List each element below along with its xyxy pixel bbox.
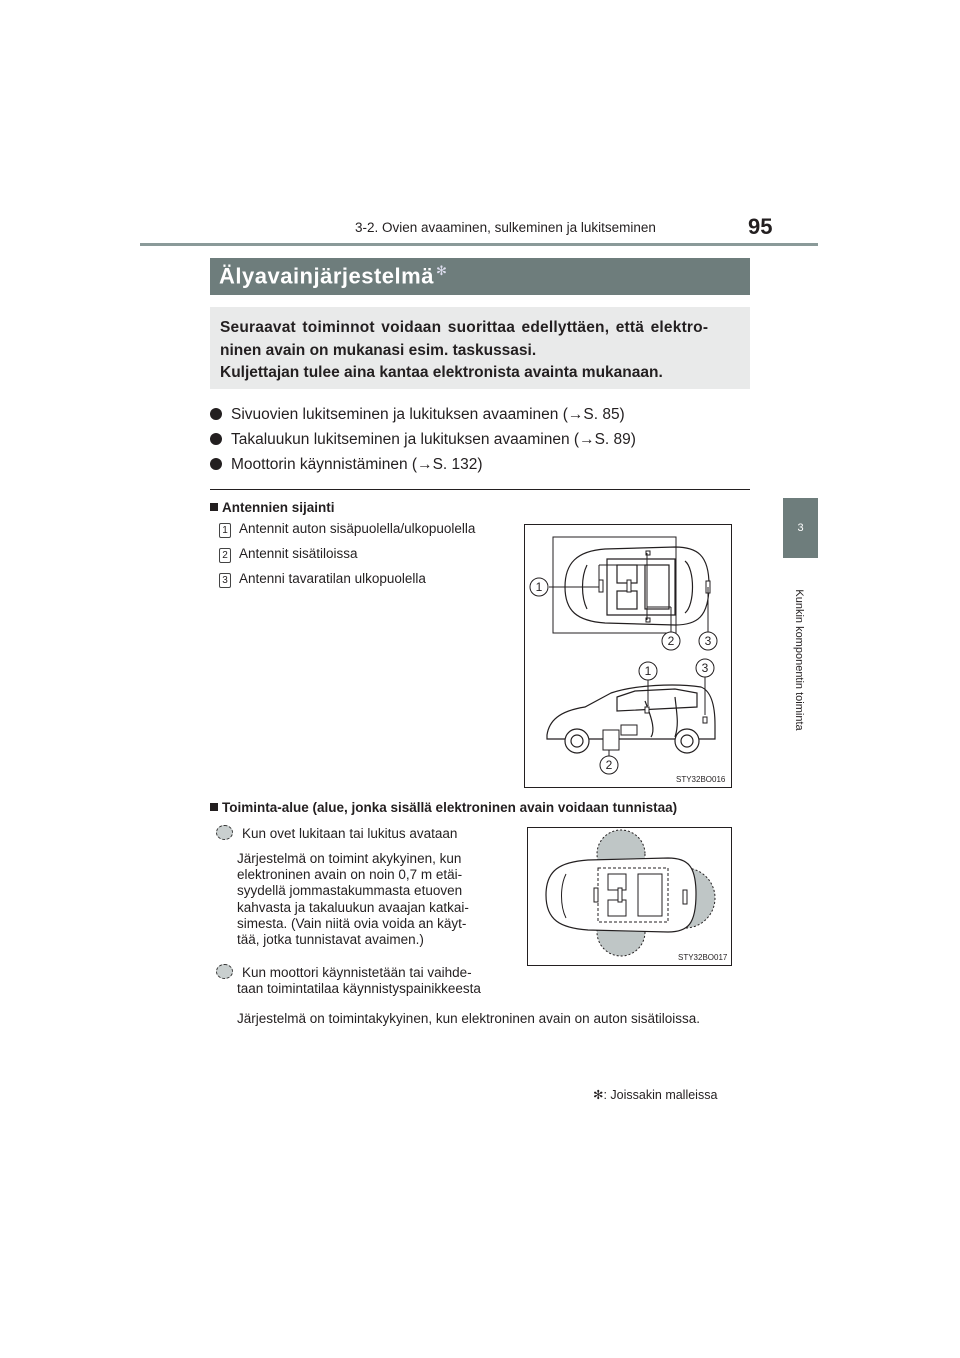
callout-2b: 2 xyxy=(605,758,613,772)
number-badge: 1 xyxy=(219,523,231,538)
intro-line-3: Kuljettajan tulee aina kantaa elektronista avainta mukanaan. xyxy=(220,364,663,381)
desc-line: tää, jotka tunnistavat avaimen.) xyxy=(237,932,424,948)
footnote-text: : Joissakin malleissa xyxy=(603,1088,718,1102)
zone-icon xyxy=(216,825,233,840)
list-item-text: Sivuovien lukitseminen ja lukituksen avaaminen (→S. 85) xyxy=(231,406,625,423)
footnote-star: ✻ xyxy=(593,1088,604,1102)
antenna-heading xyxy=(210,500,335,515)
intro-line-1: Seuraavat toiminnot voidaan suorittaa edellyttäen, että elektro- xyxy=(220,319,709,336)
page-title xyxy=(219,263,447,289)
square-bullet-icon xyxy=(210,803,218,811)
number-badge: 3 xyxy=(219,573,231,588)
desc-line: simesta. (Vain niitä ovia voida an käyt- xyxy=(237,915,467,931)
car-side-view xyxy=(547,685,715,753)
chapter-number: 3 xyxy=(797,522,804,534)
bullet-icon xyxy=(210,408,222,420)
antenna-item-text: Antenni tavaratilan ulkopuolella xyxy=(239,571,426,586)
page-title-bar xyxy=(210,258,750,295)
desc-line: syydellä jommastakummasta etuoven xyxy=(237,883,463,899)
chapter-tab xyxy=(783,498,818,558)
header-divider xyxy=(140,243,818,246)
zone-description xyxy=(237,851,505,948)
section-title: 3-2. Ovien avaaminen, sulkeminen ja lukitseminen xyxy=(355,220,656,235)
square-bullet-icon xyxy=(210,503,218,511)
page-number: 95 xyxy=(748,214,773,239)
antenna-item xyxy=(219,521,475,538)
intro-line-2: ninen avain on mukanasi esim. taskussasi. xyxy=(220,342,537,359)
desc-line: elektroninen avain on noin 0,7 m etäi- xyxy=(237,867,463,883)
zone-item xyxy=(216,964,481,997)
desc-line: Järjestelmä on toimint akykyinen, kun xyxy=(237,851,462,866)
number-badge: 2 xyxy=(219,548,231,563)
zone-note: Järjestelmä on toimintakykyinen, kun elektroninen avain on auton sisätiloissa. xyxy=(237,1011,701,1026)
callout-1b: 1 xyxy=(644,664,652,678)
callout-2: 2 xyxy=(667,634,675,648)
list-item-text: Moottorin käynnistäminen (→S. 132) xyxy=(231,456,483,473)
antenna-item-text: Antennit auton sisäpuolella/ulkopuolella xyxy=(239,521,476,536)
car-top-view xyxy=(565,547,709,625)
footnote xyxy=(593,1087,717,1102)
range-heading-text: Toiminta-alue (alue, jonka sisällä elektroninen avain voidaan tunnistaa) xyxy=(222,800,678,815)
bullet-icon xyxy=(210,458,222,470)
chapter-title: Kunkin komponentin toiminta xyxy=(793,589,805,731)
section-divider xyxy=(210,489,750,490)
list-item xyxy=(210,431,636,449)
zone-icon xyxy=(216,964,233,979)
callout-1: 1 xyxy=(535,580,543,594)
figure-code: STY32BO016 xyxy=(676,775,726,784)
antenna-heading-text: Antennien sijainti xyxy=(222,500,335,515)
zone-label: Kun moottori käynnistetään tai vaihde- xyxy=(242,965,472,980)
bullet-icon xyxy=(210,433,222,445)
range-figure xyxy=(527,827,732,966)
antenna-location-figure xyxy=(524,524,732,788)
list-item xyxy=(210,456,483,474)
antenna-item-text: Antennit sisätiloissa xyxy=(239,546,358,561)
callout-3: 3 xyxy=(704,634,712,648)
antenna-item xyxy=(219,571,426,588)
chapter-side-label xyxy=(770,565,828,755)
antenna-diagram xyxy=(525,525,731,787)
title-footnote-star: ✻ xyxy=(435,263,448,278)
desc-line: kahvasta ja takaluukun avaajan katkai- xyxy=(237,899,469,915)
range-heading xyxy=(210,800,677,815)
callout-3b: 3 xyxy=(701,661,709,675)
range-diagram xyxy=(528,828,731,965)
zone-label-cont: taan toimintatilaa käynnistyspainikkeesta xyxy=(237,981,481,997)
list-item xyxy=(210,406,625,424)
zone-label: Kun ovet lukitaan tai lukitus avataan xyxy=(242,826,458,841)
zone-item xyxy=(216,825,457,841)
intro-box xyxy=(210,307,750,389)
figure-code: STY32BO017 xyxy=(678,953,728,962)
list-item-text: Takaluukun lukitseminen ja lukituksen avaaminen (→S. 89) xyxy=(231,431,636,448)
antenna-item xyxy=(219,546,358,563)
page-title-text: Älyavainjärjestelmä xyxy=(219,263,434,289)
